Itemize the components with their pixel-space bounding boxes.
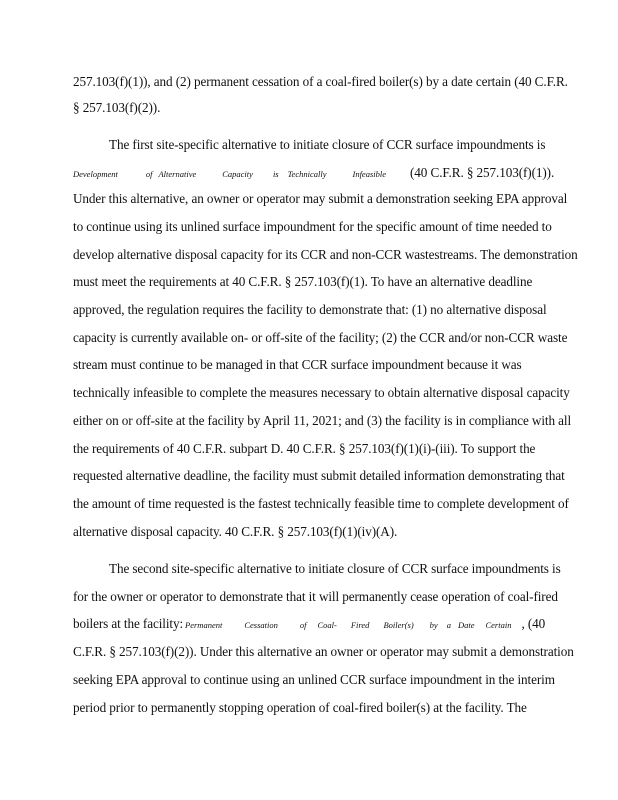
italic-word: Alternative (158, 169, 197, 179)
p2-line-12: the requirements of 40 C.F.R. subpart D. 40 C.F.R. § 257.103(f)(1)(i)-(iii). To support the (73, 441, 536, 456)
p2-line-2 (73, 164, 554, 183)
p3-line-2: for the owner or operator to demonstrate that it will permanently cease operation of coal-fired (73, 589, 558, 604)
p1-line-2: § 257.103(f)(2)). (73, 100, 161, 115)
italic-word: a (446, 620, 451, 630)
p3-line-6: period prior to permanently stopping operation of coal-fired boiler(s) at the facility. The (73, 700, 527, 715)
p2-line-3: Under this alternative, an owner or operator may submit a demonstration seeking EPA approval (73, 191, 568, 206)
p2-line-15: alternative disposal capacity. 40 C.F.R. § 257.103(f)(1)(iv)(A). (73, 524, 398, 539)
p3-line-3-tail: , (40 (521, 616, 546, 631)
italic-word: Cessation (244, 620, 278, 630)
p3-line-5: seeking EPA approval to continue using an unlined CCR surface impoundment in the interim (73, 672, 555, 687)
p2-line-2-tail: (40 C.F.R. § 257.103(f)(1)). (410, 165, 555, 180)
p2-line-5: develop alternative disposal capacity for its CCR and non-CCR wastestreams. The demonstration (73, 247, 578, 262)
p3-line-4: C.F.R. § 257.103(f)(2)). Under this alternative an owner or operator may submit a demonstration (73, 644, 574, 659)
italic-word: of (145, 169, 153, 179)
italic-word: Date (457, 620, 475, 630)
p2-line-11: either on or off-site at the facility by April 11, 2021; and (3) the facility is in compliance with all (73, 413, 572, 428)
p2-line-14: the amount of time requested is the fastest technically feasible time to complete development of (73, 496, 569, 511)
italic-word: is (272, 169, 279, 179)
italic-word: Technically (287, 169, 327, 179)
p2-line-13: requested alternative deadline, the facility must submit detailed information demonstrating that (73, 468, 565, 483)
p2-line-4: to continue using its unlined surface impoundment for the specific amount of time needed to (73, 219, 552, 234)
italic-word: Infeasible (352, 169, 387, 179)
p2-line-7: approved, the regulation requires the facility to demonstrate that: (1) no alternative disposal (73, 302, 547, 317)
p3-line-3 (73, 615, 545, 634)
p2-line-10: technically infeasible to complete the measures necessary to obtain alternative disposal capacity (73, 385, 570, 400)
italic-word: Certain (485, 620, 512, 630)
italic-word: by (429, 620, 438, 630)
italic-word: Capacity (222, 169, 253, 179)
p1-line-1: 257.103(f)(1)), and (2) permanent cessation of a coal-fired boiler(s) by a date certain (40 C.F.R. (73, 74, 568, 89)
italic-word: Boiler(s) (383, 620, 414, 630)
p3-line-3-lead: boilers at the facility: (73, 616, 184, 631)
italic-word: Permanent (185, 620, 223, 630)
italic-word: Development (73, 169, 118, 179)
p2-line-8: capacity is currently available on- or off-site of the facility; (2) the CCR and/or non-CCR waste (73, 330, 568, 345)
italic-word: of (299, 620, 307, 630)
p2-line-6: must meet the requirements at 40 C.F.R. § 257.103(f)(1). To have an alternative deadline (73, 274, 533, 289)
p2-line-9: stream must continue to be managed in that CCR surface impoundment because it was (73, 357, 522, 372)
p2-line-1: The first site-specific alternative to initiate closure of CCR surface impoundments is (109, 137, 546, 152)
italic-word: Fired (350, 620, 370, 630)
italic-word: Coal- (317, 620, 337, 630)
p3-line-1: The second site-specific alternative to initiate closure of CCR surface impoundments is (109, 561, 561, 576)
